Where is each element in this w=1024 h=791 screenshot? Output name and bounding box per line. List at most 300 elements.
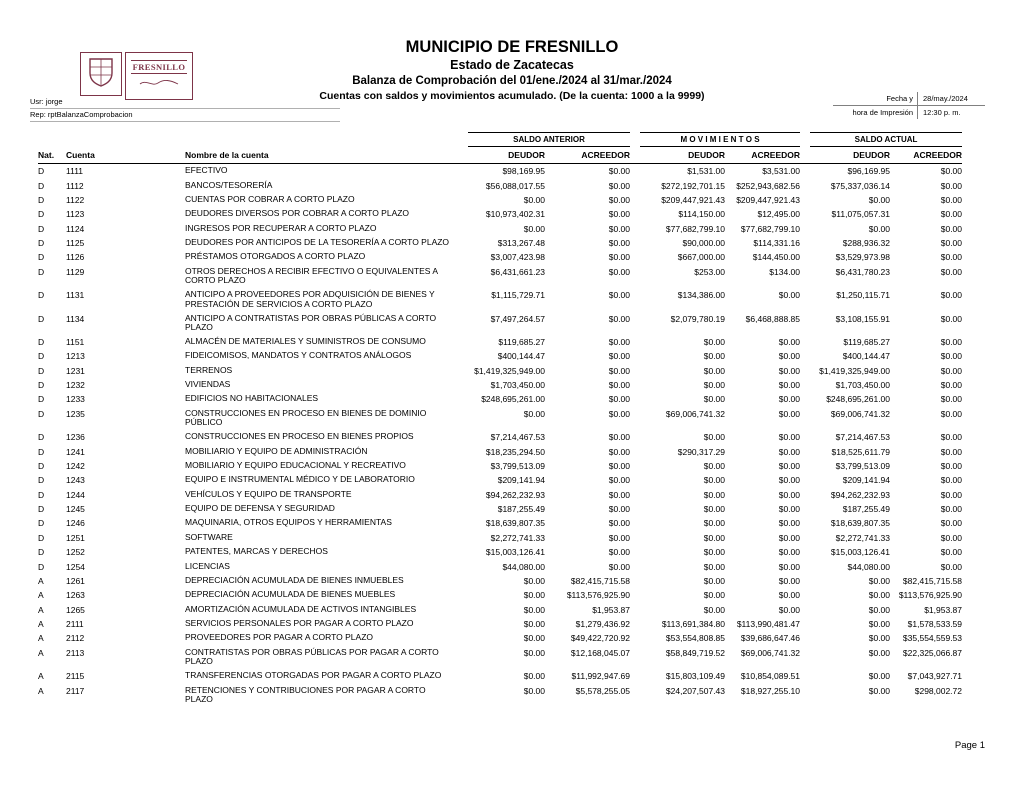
- movimientos-deudor-cell: $0.00: [703, 460, 726, 471]
- saldo-actual-acreedor-cell: $7,043,927.71: [907, 671, 963, 682]
- saldo-anterior-deudor-cell: $1,115,729.71: [491, 290, 545, 301]
- movimientos-deudor-cell: $0.00: [703, 432, 726, 443]
- nat-cell: D: [38, 518, 45, 529]
- table-row: [38, 311, 962, 334]
- movimientos-deudor-cell: $209,447,921.43: [661, 194, 726, 205]
- nombre-cell: PATENTES, MARCAS Y DERECHOS: [185, 546, 328, 557]
- nat-cell: D: [38, 238, 45, 249]
- movimientos-deudor-cell: $667,000.00: [677, 252, 726, 263]
- saldo-anterior-acreedor-cell: $0.00: [608, 313, 631, 324]
- saldo-anterior-deudor-cell: $119,685.27: [498, 336, 545, 347]
- nat-cell: D: [38, 194, 45, 205]
- saldo-anterior-deudor-cell: $248,695,261.00: [481, 394, 545, 405]
- movimientos-acreedor-cell: $0.00: [778, 518, 801, 529]
- nombre-cell: MAQUINARIA, OTROS EQUIPOS Y HERRAMIENTAS: [185, 517, 392, 528]
- nombre-cell: EQUIPO DE DEFENSA Y SEGURIDAD: [185, 503, 335, 514]
- table-row: [38, 430, 962, 444]
- saldo-actual-deudor-cell: $0.00: [868, 671, 891, 682]
- print-date-row: [833, 92, 985, 106]
- cuenta-cell: 1241: [66, 446, 85, 457]
- nombre-cell: OTROS DERECHOS A RECIBIR EFECTIVO O EQUIVALENTES A CORTO PLAZO: [185, 265, 438, 286]
- saldo-actual-deudor-cell: $7,214,467.53: [835, 432, 891, 443]
- nat-cell: A: [38, 619, 44, 630]
- cuenta-cell: 1245: [66, 504, 85, 515]
- saldo-actual-acreedor-cell: $298,002.72: [914, 685, 963, 696]
- saldo-actual-deudor-cell: $288,936.32: [842, 238, 891, 249]
- saldo-anterior-acreedor-cell: $113,576,925.90: [566, 590, 631, 601]
- saldo-actual-deudor-cell: $187,255.49: [842, 504, 891, 515]
- table-row: [38, 364, 962, 378]
- nat-cell: D: [38, 561, 45, 572]
- saldo-actual-deudor-cell: $0.00: [868, 194, 891, 205]
- movimientos-acreedor-cell: $0.00: [778, 365, 801, 376]
- saldo-actual-deudor-cell: $18,639,807.35: [830, 518, 891, 529]
- saldo-anterior-acreedor-cell: $0.00: [608, 504, 631, 515]
- movimientos-acreedor-cell: $18,927,255.10: [740, 685, 801, 696]
- saldo-anterior-acreedor-cell: $82,415,715.58: [570, 575, 631, 586]
- saldo-anterior-acreedor-cell: $1,953.87: [592, 604, 631, 615]
- saldo-actual-acreedor-cell: $0.00: [940, 547, 963, 558]
- saldo-actual-deudor-cell: $400,144.47: [842, 351, 891, 362]
- movimientos-deudor-cell: $15,803,109.49: [665, 671, 726, 682]
- fresnillo-wordmark-logo: [125, 52, 193, 100]
- time-label: hora de Impresión: [852, 108, 913, 117]
- saldo-actual-deudor-cell: $2,272,741.33: [835, 532, 891, 543]
- saldo-anterior-acreedor-cell: $0.00: [608, 290, 631, 301]
- saldo-anterior-acreedor-cell: $0.00: [608, 446, 631, 457]
- table-row: [38, 603, 962, 617]
- nombre-cell: SERVICIOS PERSONALES POR PAGAR A CORTO PLAZO: [185, 618, 414, 629]
- cuenta-cell: 1232: [66, 380, 85, 391]
- table-row: [38, 488, 962, 502]
- saldo-actual-acreedor-cell: $0.00: [940, 313, 963, 324]
- saldo-actual-deudor-cell: $15,003,126.41: [830, 547, 891, 558]
- saldo-anterior-deudor-cell: $0.00: [523, 647, 545, 658]
- nat-cell: D: [38, 432, 45, 443]
- report-title: Balanza de Comprobación del 01/ene./2024 al 31/mar./2024: [352, 75, 672, 87]
- saldo-actual-deudor-cell: $209,141.94: [842, 475, 891, 486]
- table-row: [38, 669, 962, 683]
- nombre-cell: EFECTIVO: [185, 165, 228, 176]
- saldo-actual-acreedor-cell: $82,415,715.58: [902, 575, 963, 586]
- saldo-actual-deudor-cell: $0.00: [868, 575, 891, 586]
- saldo-actual-deudor-cell: $0.00: [868, 604, 891, 615]
- nat-cell: D: [38, 489, 45, 500]
- saldo-anterior-acreedor-cell: $0.00: [608, 380, 631, 391]
- saldo-anterior-deudor-cell: $0.00: [523, 685, 545, 696]
- saldo-anterior-acreedor-cell: $0.00: [608, 489, 631, 500]
- table-row: [38, 392, 962, 406]
- nat-cell: D: [38, 460, 45, 471]
- saldo-anterior-acreedor-cell: $5,578,255.05: [575, 685, 631, 696]
- cuenta-cell: 1129: [66, 266, 85, 277]
- saldo-actual-acreedor-cell: $0.00: [940, 408, 963, 419]
- movimientos-acreedor-cell: $10,854,089.51: [740, 671, 801, 682]
- table-row: [38, 335, 962, 349]
- nat-cell: A: [38, 590, 44, 601]
- movimientos-acreedor-cell: $0.00: [778, 290, 801, 301]
- saldo-actual-acreedor-cell: $0.00: [940, 166, 963, 177]
- saldo-anterior-deudor-cell: $0.00: [523, 223, 545, 234]
- cuenta-cell: 1251: [66, 532, 85, 543]
- table-row: [38, 646, 962, 669]
- nombre-cell: CONTRATISTAS POR OBRAS PÚBLICAS POR PAGAR A CORTO PLAZO: [185, 646, 439, 667]
- nombre-cell: DEUDORES POR ANTICIPOS DE LA TESORERÍA A CORTO PLAZO: [185, 237, 450, 248]
- nombre-cell: ANTICIPO A CONTRATISTAS POR OBRAS PÚBLICAS A CORTO PLAZO: [185, 312, 437, 333]
- saldo-actual-deudor-cell: $1,703,450.00: [835, 380, 891, 391]
- cuenta-cell: 2117: [66, 685, 85, 696]
- movimientos-acreedor-cell: $0.00: [778, 446, 801, 457]
- movimientos-acreedor-cell: $0.00: [778, 351, 801, 362]
- report-id-label: Rep: rptBalanzaComprobacion: [30, 109, 340, 122]
- saldo-actual-deudor-cell: $75,337,036.14: [830, 180, 891, 191]
- saldo-anterior-deudor-cell: $0.00: [523, 671, 545, 682]
- saldo-anterior-deudor-cell: $44,080.00: [502, 561, 545, 572]
- nombre-cell: FIDEICOMISOS, MANDATOS Y CONTRATOS ANÁLOGOS: [185, 350, 412, 361]
- saldo-anterior-acreedor-cell: $0.00: [608, 180, 631, 191]
- saldo-actual-acreedor-cell: $1,578,533.59: [907, 619, 963, 630]
- movimientos-acreedor-cell: $0.00: [778, 575, 801, 586]
- nombre-cell: VEHÍCULOS Y EQUIPO DE TRANSPORTE: [185, 488, 352, 499]
- saldo-actual-acreedor-cell: $0.00: [940, 489, 963, 500]
- nat-cell: A: [38, 671, 44, 682]
- saldo-actual-acreedor-cell: $0.00: [940, 336, 963, 347]
- saldo-actual-deudor-cell: $94,262,232.93: [830, 489, 891, 500]
- table-row: [38, 531, 962, 545]
- nombre-cell: BANCOS/TESORERÍA: [185, 179, 273, 190]
- saldo-anterior-acreedor-cell: $12,168,045.07: [570, 647, 631, 658]
- saldo-anterior-acreedor-cell: $0.00: [608, 166, 631, 177]
- movimientos-acreedor-cell: $0.00: [778, 547, 801, 558]
- movimientos-deudor-cell: $0.00: [703, 475, 726, 486]
- date-label: Fecha y: [886, 94, 913, 103]
- movimientos-deudor-cell: $0.00: [703, 547, 726, 558]
- saldo-anterior-acreedor-cell: $0.00: [608, 518, 631, 529]
- nombre-cell: DEUDORES DIVERSOS POR COBRAR A CORTO PLAZO: [185, 208, 410, 219]
- saldo-actual-acreedor-cell: $0.00: [940, 518, 963, 529]
- cuenta-cell: 1111: [66, 166, 84, 177]
- saldo-anterior-acreedor-cell: $0.00: [608, 194, 631, 205]
- date-value: 28/may./2024: [917, 92, 985, 105]
- movimientos-deudor-cell: $0.00: [703, 351, 726, 362]
- saldo-anterior-deudor-cell: $10,973,402.31: [485, 209, 545, 220]
- saldo-actual-deudor-cell: $69,006,741.32: [830, 408, 891, 419]
- saldo-anterior-deudor-cell: $6,431,661.23: [490, 266, 545, 277]
- saldo-anterior-acreedor-cell: $0.00: [608, 394, 631, 405]
- cuenta-cell: 1134: [66, 313, 85, 324]
- movimientos-acreedor-cell: $6,468,888.85: [745, 313, 801, 324]
- movimientos-acreedor-cell: $209,447,921.43: [736, 194, 801, 205]
- nat-cell: A: [38, 647, 44, 658]
- saldo-anterior-acreedor-cell: $49,422,720.92: [570, 633, 631, 644]
- saldo-anterior-deudor-cell: $0.00: [523, 633, 545, 644]
- saldo-anterior-deudor-cell: $0.00: [523, 619, 545, 630]
- saldo-actual-deudor-cell: $0.00: [868, 223, 891, 234]
- nombre-cell: MOBILIARIO Y EQUIPO DE ADMINISTRACIÓN: [185, 445, 368, 456]
- saldo-anterior-deudor-cell: $98,169.95: [502, 166, 545, 177]
- fresnillo-wordmark-text: FRESNILLO: [132, 61, 186, 72]
- cuenta-cell: 2115: [66, 671, 85, 682]
- saldo-actual-deudor-cell: $96,169.95: [847, 166, 891, 177]
- saldo-actual-acreedor-cell: $0.00: [940, 532, 963, 543]
- movimientos-acreedor-cell: $0.00: [778, 532, 801, 543]
- movimientos-deudor-cell: $114,150.00: [678, 209, 726, 220]
- page-number: Page 1: [954, 740, 985, 751]
- group-saldo-actual: SALDO ACTUAL: [800, 132, 962, 147]
- trial-balance-table: [38, 132, 962, 707]
- saldo-anterior-deudor-cell: $15,003,126.41: [485, 547, 545, 558]
- col-header-sa-deudor: DEUDOR: [467, 147, 545, 164]
- saldo-anterior-acreedor-cell: $0.00: [608, 432, 631, 443]
- nombre-cell: ALMACÉN DE MATERIALES Y SUMINISTROS DE CONSUMO: [185, 335, 426, 346]
- saldo-anterior-deudor-cell: $209,141.94: [497, 475, 545, 486]
- print-time-row: [833, 106, 985, 119]
- movimientos-acreedor-cell: $0.00: [778, 460, 801, 471]
- saldo-anterior-deudor-cell: $2,272,741.33: [490, 532, 545, 543]
- saldo-anterior-acreedor-cell: $0.00: [608, 547, 631, 558]
- nombre-cell: CUENTAS POR COBRAR A CORTO PLAZO: [185, 193, 355, 204]
- user-label: Usr: jorge: [30, 96, 340, 109]
- col-header-act-acreedor: ACREEDOR: [890, 147, 962, 164]
- cuenta-cell: 1243: [66, 475, 85, 486]
- saldo-actual-deudor-cell: $11,075,057.31: [831, 209, 891, 220]
- nat-cell: D: [38, 166, 45, 177]
- saldo-anterior-deudor-cell: $3,799,513.09: [490, 460, 545, 471]
- saldo-actual-deudor-cell: $0.00: [868, 647, 891, 658]
- cuenta-cell: 1151: [66, 336, 85, 347]
- saldo-actual-deudor-cell: $3,799,513.09: [835, 460, 891, 471]
- movimientos-deudor-cell: $0.00: [703, 489, 726, 500]
- time-value: 12:30 p. m.: [917, 106, 985, 119]
- movimientos-acreedor-cell: $3,531.00: [762, 166, 801, 177]
- saldo-anterior-deudor-cell: $3,007,423.98: [490, 252, 545, 263]
- movimientos-deudor-cell: $0.00: [703, 604, 726, 615]
- cuenta-cell: 1112: [66, 180, 84, 191]
- saldo-actual-acreedor-cell: $0.00: [940, 238, 963, 249]
- saldo-anterior-acreedor-cell: $0.00: [608, 365, 631, 376]
- saldo-anterior-acreedor-cell: $0.00: [608, 460, 631, 471]
- nombre-cell: MOBILIARIO Y EQUIPO EDUCACIONAL Y RECREATIVO: [185, 459, 406, 470]
- table-body: [38, 164, 962, 707]
- saldo-actual-acreedor-cell: $1,953.87: [924, 604, 963, 615]
- nat-cell: D: [38, 532, 45, 543]
- movimientos-acreedor-cell: $0.00: [778, 489, 801, 500]
- movimientos-acreedor-cell: $0.00: [778, 432, 801, 443]
- movimientos-deudor-cell: $69,006,741.32: [665, 408, 726, 419]
- movimientos-deudor-cell: $24,207,507.43: [665, 685, 726, 696]
- saldo-anterior-deudor-cell: $400,144.47: [497, 351, 545, 362]
- col-header-mov-deudor: DEUDOR: [630, 147, 725, 164]
- nombre-cell: INGRESOS POR RECUPERAR A CORTO PLAZO: [185, 222, 377, 233]
- nat-cell: D: [38, 223, 45, 234]
- movimientos-acreedor-cell: $0.00: [778, 394, 801, 405]
- table-row: [38, 349, 962, 363]
- saldo-actual-deudor-cell: $3,108,155.91: [835, 313, 891, 324]
- movimientos-deudor-cell: $0.00: [703, 532, 726, 543]
- movimientos-acreedor-cell: $0.00: [778, 604, 801, 615]
- saldo-actual-deudor-cell: $6,431,780.23: [835, 266, 891, 277]
- nombre-cell: TRANSFERENCIAS OTORGADAS POR PAGAR A CORTO PLAZO: [185, 670, 442, 681]
- saldo-actual-acreedor-cell: $0.00: [940, 504, 963, 515]
- nombre-cell: PROVEEDORES POR PAGAR A CORTO PLAZO: [185, 632, 373, 643]
- group-saldo-anterior: SALDO ANTERIOR: [467, 132, 630, 147]
- saldo-actual-acreedor-cell: $0.00: [940, 252, 963, 263]
- movimientos-acreedor-cell: $69,006,741.32: [740, 647, 801, 658]
- saldo-actual-deudor-cell: $1,419,325,949.00: [819, 365, 891, 376]
- report-header: [0, 0, 1024, 128]
- cuenta-cell: 1235: [66, 408, 85, 419]
- movimientos-deudor-cell: $58,849,719.52: [665, 647, 726, 658]
- nat-cell: A: [38, 575, 44, 586]
- saldo-actual-deudor-cell: $119,685.27: [843, 336, 891, 347]
- nombre-cell: SOFTWARE: [185, 531, 233, 542]
- saldo-anterior-deudor-cell: $1,419,325,949.00: [474, 365, 545, 376]
- nat-cell: D: [38, 475, 45, 486]
- nat-cell: A: [38, 685, 44, 696]
- saldo-actual-deudor-cell: $3,529,973.98: [835, 252, 891, 263]
- group-header-row: [38, 132, 962, 147]
- saldo-anterior-deudor-cell: $56,088,017.55: [485, 180, 545, 191]
- movimientos-deudor-cell: $0.00: [703, 504, 726, 515]
- movimientos-deudor-cell: $113,691,384.80: [661, 619, 726, 630]
- movimientos-deudor-cell: $1,531.00: [687, 166, 726, 177]
- movimientos-deudor-cell: $0.00: [703, 561, 726, 572]
- saldo-anterior-deudor-cell: $1,703,450.00: [490, 380, 545, 391]
- nombre-cell: CONSTRUCCIONES EN PROCESO EN BIENES PROPIOS: [185, 431, 414, 442]
- saldo-actual-acreedor-cell: $0.00: [940, 365, 963, 376]
- nombre-cell: LICENCIAS: [185, 560, 230, 571]
- saldo-anterior-acreedor-cell: $0.00: [608, 209, 631, 220]
- saldo-anterior-acreedor-cell: $0.00: [608, 238, 631, 249]
- movimientos-deudor-cell: $53,554,808.85: [665, 633, 726, 644]
- saldo-anterior-deudor-cell: $7,497,264.57: [490, 313, 545, 324]
- nombre-cell: ANTICIPO A PROVEEDORES POR ADQUISICIÓN DE BIENES Y PRESTACIÓN DE SERVICIOS A CORTO PLAZO: [185, 289, 435, 309]
- table-row: [38, 574, 962, 588]
- table-row: [38, 683, 962, 706]
- saldo-actual-deudor-cell: $18,525,611.79: [831, 446, 891, 457]
- column-header-row: [38, 147, 962, 164]
- movimientos-acreedor-cell: $12,495.00: [757, 209, 801, 220]
- saldo-actual-deudor-cell: $248,695,261.00: [826, 394, 891, 405]
- table-row: [38, 193, 962, 207]
- saldo-anterior-deudor-cell: $0.00: [523, 408, 545, 419]
- group-header-spacer: [38, 132, 467, 147]
- cuenta-cell: 1213: [66, 351, 85, 362]
- movimientos-deudor-cell: $272,192,701.15: [661, 180, 726, 191]
- saldo-actual-deudor-cell: $0.00: [868, 685, 891, 696]
- nat-cell: D: [38, 394, 45, 405]
- saldo-actual-acreedor-cell: $0.00: [940, 209, 963, 220]
- saldo-anterior-deudor-cell: $0.00: [523, 575, 545, 586]
- saldo-actual-deudor-cell: $0.00: [868, 633, 891, 644]
- saldo-actual-acreedor-cell: $0.00: [940, 266, 963, 277]
- municipality-logos: [80, 52, 193, 100]
- table-row: [38, 473, 962, 487]
- col-header-nat: Nat.: [38, 147, 66, 164]
- nat-cell: D: [38, 547, 45, 558]
- movimientos-acreedor-cell: $134.00: [769, 266, 801, 277]
- coat-of-arms-logo: [80, 52, 122, 96]
- movimientos-acreedor-cell: $77,682,799.10: [740, 223, 801, 234]
- movimientos-deudor-cell: $0.00: [703, 590, 726, 601]
- nat-cell: D: [38, 313, 45, 324]
- saldo-actual-acreedor-cell: $0.00: [940, 561, 963, 572]
- saldo-anterior-acreedor-cell: $0.00: [608, 351, 631, 362]
- nat-cell: D: [38, 365, 45, 376]
- signature-flourish-icon: [137, 75, 181, 93]
- nombre-cell: DEPRECIACIÓN ACUMULADA DE BIENES MUEBLES: [185, 589, 396, 600]
- saldo-actual-acreedor-cell: $0.00: [940, 475, 963, 486]
- table-row: [38, 288, 962, 311]
- saldo-actual-acreedor-cell: $0.00: [940, 290, 963, 301]
- cuenta-cell: 1244: [66, 489, 85, 500]
- saldo-actual-deudor-cell: $0.00: [868, 590, 891, 601]
- saldo-anterior-deudor-cell: $7,214,467.53: [490, 432, 545, 443]
- cuenta-cell: 1122: [66, 194, 85, 205]
- movimientos-acreedor-cell: $0.00: [778, 408, 801, 419]
- movimientos-deudor-cell: $290,317.29: [677, 446, 726, 457]
- nat-cell: D: [38, 252, 45, 263]
- movimientos-acreedor-cell: $0.00: [778, 380, 801, 391]
- cuenta-cell: 1246: [66, 518, 85, 529]
- nombre-cell: VIVIENDAS: [185, 379, 231, 390]
- saldo-actual-acreedor-cell: $0.00: [940, 223, 963, 234]
- saldo-anterior-acreedor-cell: $0.00: [608, 252, 631, 263]
- movimientos-deudor-cell: $0.00: [703, 380, 726, 391]
- nat-cell: D: [38, 180, 45, 191]
- table-row: [38, 545, 962, 559]
- movimientos-acreedor-cell: $144,450.00: [752, 252, 801, 263]
- nombre-cell: CONSTRUCCIONES EN PROCESO EN BIENES DE DOMINIO PÚBLICO: [185, 407, 427, 428]
- state-subtitle: Estado de Zacatecas: [450, 58, 574, 72]
- nat-cell: A: [38, 604, 44, 615]
- table-row: [38, 378, 962, 392]
- movimientos-deudor-cell: $0.00: [703, 575, 726, 586]
- cuenta-cell: 2112: [66, 633, 85, 644]
- table-row: [38, 164, 962, 179]
- nat-cell: D: [38, 351, 45, 362]
- nombre-cell: PRÉSTAMOS OTORGADOS A CORTO PLAZO: [185, 251, 366, 262]
- movimientos-acreedor-cell: $0.00: [778, 336, 801, 347]
- cuenta-cell: 1123: [66, 209, 85, 220]
- cuenta-cell: 2113: [66, 647, 85, 658]
- table-row: [38, 207, 962, 221]
- movimientos-deudor-cell: $2,079,780.19: [670, 313, 726, 324]
- saldo-actual-acreedor-cell: $0.00: [940, 446, 963, 457]
- col-header-sa-acreedor: ACREEDOR: [545, 147, 630, 164]
- nat-cell: A: [38, 633, 44, 644]
- table-row: [38, 516, 962, 530]
- col-header-cuenta: Cuenta: [66, 147, 185, 164]
- saldo-actual-deudor-cell: $44,080.00: [847, 561, 891, 572]
- saldo-actual-acreedor-cell: $0.00: [940, 351, 963, 362]
- table-row: [38, 631, 962, 645]
- group-movimientos: M O V I M I E N T O S: [630, 132, 800, 147]
- saldo-anterior-deudor-cell: $18,639,807.35: [485, 518, 545, 529]
- saldo-anterior-deudor-cell: $313,267.48: [497, 238, 545, 249]
- saldo-actual-acreedor-cell: $0.00: [940, 194, 963, 205]
- saldo-anterior-acreedor-cell: $0.00: [608, 336, 631, 347]
- nat-cell: D: [38, 380, 45, 391]
- nat-cell: D: [38, 336, 45, 347]
- saldo-anterior-deudor-cell: $0.00: [523, 194, 545, 205]
- movimientos-deudor-cell: $90,000.00: [682, 238, 726, 249]
- movimientos-acreedor-cell: $0.00: [778, 561, 801, 572]
- col-header-act-deudor: DEUDOR: [800, 147, 890, 164]
- saldo-anterior-acreedor-cell: $11,992,947.69: [571, 671, 631, 682]
- saldo-anterior-deudor-cell: $94,262,232.93: [485, 489, 545, 500]
- table-row: [38, 588, 962, 602]
